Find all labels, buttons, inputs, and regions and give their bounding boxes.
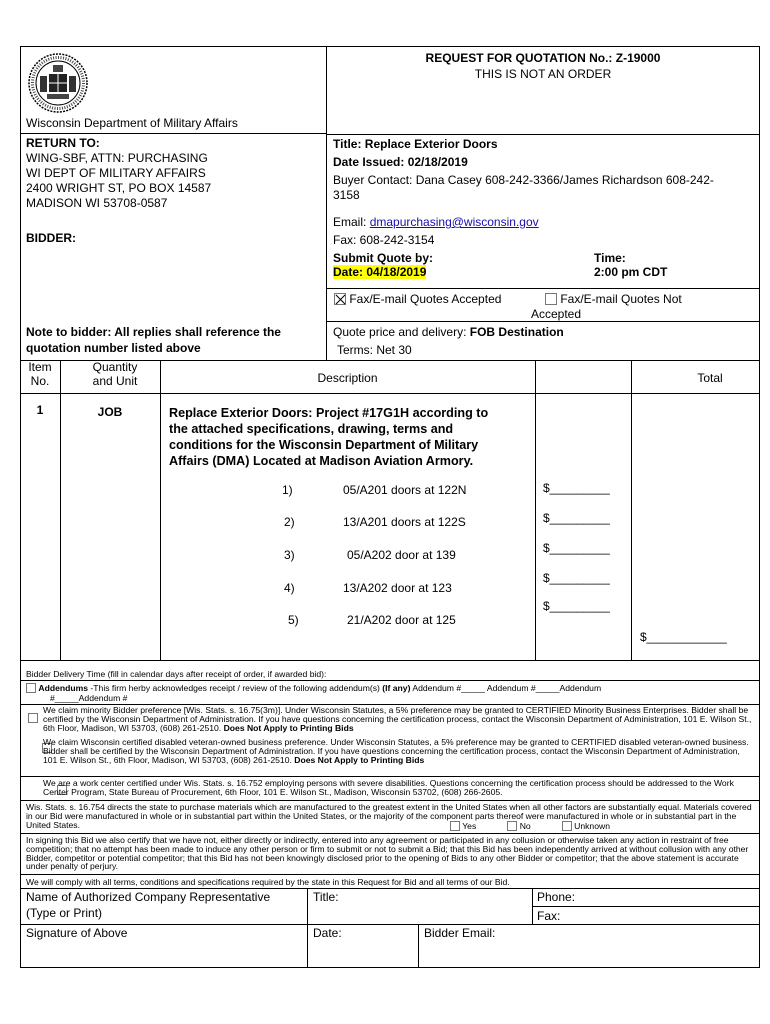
line-item-price[interactable]: $_________ [543,541,610,555]
rep-title-label[interactable]: Title: [313,890,339,904]
rep-name-label-cont: (Type or Print) [26,906,103,920]
sig-col-line [307,888,308,968]
note-line-1: Note to bidder: All replies shall reference the [26,325,281,339]
phone-label[interactable]: Phone: [537,890,576,904]
header-divider [326,46,327,361]
minority-preference [43,706,755,732]
item-header-1: Item [28,360,52,374]
fax-not-accepted-label-cont: Accepted [531,307,582,321]
left-border [20,46,21,968]
no-label: No [519,821,531,831]
addendums-label: Addendums [38,683,89,693]
quote-price-prefix: Quote price and delivery: [333,325,470,339]
checked-box-icon[interactable] [334,293,346,305]
rep-name-label: Name of Authorized Company Representative [26,890,271,904]
sig-col-line [418,924,419,968]
delivery-time-text: Bidder Delivery Time (fill in calendar days after receipt of order, if awarded bid): [26,669,327,679]
date-label[interactable]: Date: [313,926,342,940]
right-border [759,46,760,968]
col-line-qty [160,360,161,660]
item-header-2: No. [30,374,50,388]
veteran-bold: Does Not Apply to Printing Bids [294,754,425,765]
desc-line-4: Affairs (DMA) Located at Madison Aviation Armory. [169,454,474,468]
line-item-text: 05/A202 door at 139 [347,548,456,562]
not-an-order: THIS IS NOT AN ORDER [474,67,612,81]
email-row [333,216,539,230]
rule-line [20,833,760,834]
line-item-text: 21/A202 door at 125 [347,613,456,627]
table-bottom [20,660,760,661]
buyer-contact: Buyer Contact: Dana Casey 608-242-3366/James Richardson 608-242- [333,173,714,187]
fax-not-accepted-option [545,293,682,307]
sig-row-line [20,924,760,925]
qty-header-2: and Unit [92,374,138,388]
email-link[interactable]: dmapurchasing@wisconsin.gov [369,215,539,229]
desc-line-1: Replace Exterior Doors: Project #17G1H according to [169,406,489,420]
line-item-text: 05/A201 doors at 122N [343,483,467,497]
time-label: Time: [594,251,626,265]
line-item-price[interactable]: $_________ [543,571,610,585]
wis-stats-text: Wis. Stats. s. 16.754 directs the state to purchase materials which are manufactured to the greatest extent in the United States when all other factors are substantially equal. Materials covered in our Bid were manufactured in whole or in substantial part within the United States, or the majority of the component parts thereof were manufactured in whole or in substantial part in the United States. [26,802,752,830]
if-any-label: (If any) [382,683,411,693]
buyer-contact-cont: 3158 [333,188,360,202]
rfq-underline [326,134,760,135]
line-item-price[interactable]: $_________ [543,599,610,613]
veteran-text: We claim Wisconsin certified disabled veteran-owned business preference. Under Wisconsin Statutes, a 5% preference may be granted to CERTIFIED disabled veteran-owned business. Bidder shall be certified by the Wisconsin Department of Administration. If you have questions concerning the certification process, contact the Wisconsin Department of Administration, 101 E. Wilson St., 6th Floor, Madison, WI 53703, (608) 261-2510. [43,737,749,765]
total-header: Total [697,371,723,385]
return-line-2: WI DEPT OF MILITARY AFFAIRS [26,166,206,180]
line-item-num: 3) [284,548,295,562]
qty-header-1: Quantity [92,360,138,374]
line-item-num: 4) [284,581,295,595]
note-line-2: quotation number listed above [26,341,201,355]
checkbox-icon[interactable] [545,293,557,305]
veteran-preference [43,738,755,764]
desc-line-2: the attached specifications, drawing, terms and [169,422,454,436]
email-label: Email: [333,215,370,229]
item-number: 1 [36,403,44,417]
checkbox-icon[interactable] [26,683,36,693]
submit-date [333,266,426,280]
checkbox-icon[interactable] [28,713,38,723]
top-border [20,46,760,47]
return-to-label: RETURN TO: [26,136,100,150]
checkbox-icon[interactable] [507,821,517,831]
phone-underline [532,906,760,907]
signature-label[interactable]: Signature of Above [26,926,128,940]
submit-quote-label: Submit Quote by: [333,251,433,265]
minority-bold: Does Not Apply to Printing Bids [223,722,354,733]
fob-destination: FOB Destination [469,325,564,339]
line-item-text: 13/A201 doors at 122S [343,515,466,529]
line-item-price[interactable]: $_________ [543,481,610,495]
addendum-blanks: Addendum #_____ Addendum #_____Addendum [410,683,602,693]
return-line-3: 2400 WRIGHT ST, PO BOX 14587 [26,181,212,195]
yes-label: Yes [462,821,477,831]
fax-not-accepted-label: Fax/E-mail Quotes Not [560,292,682,306]
agency-name: Wisconsin Department of Military Affairs [26,116,238,130]
return-line-4: MADISON WI 53708-0587 [26,196,168,210]
comply-statement: We will comply with all terms, conditions and specifications required by the state in this Request for Bid and all terms of our Bid. [26,877,510,887]
unit-value: JOB [97,405,123,419]
fax-accepted-label: Fax/E-mail Quotes Accepted [349,292,502,306]
wisconsin-seal-icon [27,52,89,114]
time-value: 2:00 pm CDT [594,265,668,279]
col-line-price [631,360,632,660]
rule-line [20,874,760,875]
rule-line [20,680,760,681]
table-header-bottom [20,393,760,394]
submit-underline [326,288,760,289]
fax-label[interactable]: Fax: [537,909,561,923]
addendum-line-2: #_____Addendum # [50,693,128,703]
line-item-num: 5) [288,613,299,627]
agency-underline [20,133,327,134]
payment-terms: Terms: Net 30 [337,343,412,357]
bidder-email-label[interactable]: Bidder Email: [424,926,496,940]
rule-line [20,800,760,801]
col-line-desc [535,360,536,660]
return-line-1: WING-SBF, ATTN: PURCHASING [26,151,208,165]
desc-line-3: conditions for the Wisconsin Department of Military [169,438,479,452]
minority-text: We claim minority Bidder preference [Wis. Stats. s. 16.75(3m)]. Under Wisconsin Statutes, a 5% preference may be granted to CERTIFIED Minority Business Enterprises. Bidder shall be certified by the Wisconsin Department of Administration. If you have questions concerning the certification process, contact the Wisconsin Department of Administration, 101 E. Wilson St., 6th Floor, Madison, WI 53703, (608) 261-2510. [43,705,752,733]
bidder-label: BIDDER: [26,231,76,245]
signing-certification: In signing this Bid we also certify that we have not, either directly or indirectly, entered into any agreement or participated in any collusion or otherwise taken any action in restraint of free competition; that no attempt has been made to induce any other person or firm to submit or not to submit a Bid; that this Bid has been independently arrived at without collusion with any other Bidder, competitor or potential competitor; that this Bid has not been knowingly disclosed prior to the opening of Bids to any other Bidder or competitor; that the above statement is accurate under penalty of perjury. [26,835,749,872]
rule-line [20,888,760,889]
submit-date-highlight: Date: 04/18/2019 [333,265,427,279]
fax-number: Fax: 608-242-3154 [333,233,435,247]
made-in-usa-options [450,821,610,831]
col-line-item [60,360,61,660]
addendums-row [26,683,754,693]
line-item-num: 1) [282,483,293,497]
line-item-price[interactable]: $_________ [543,511,610,525]
checkbox-icon[interactable] [450,821,460,831]
bottom-border [20,967,760,968]
date-issued: Date Issued: 02/18/2019 [333,155,468,169]
total-blank[interactable]: $____________ [640,630,727,644]
rfq-title: REQUEST FOR QUOTATION No.: Z-19000 [425,51,661,65]
quote-price-delivery [333,326,564,340]
checkbox-icon[interactable] [562,821,572,831]
line-item-text: 13/A202 door at 123 [343,581,452,595]
rule-line [20,776,760,777]
work-center-text: We are a work center certified under Wis. Stats. s. 16.752 employing persons with severe disabilities. Questions concerning the certification process should be addressed to the Work Center Program, State Bureau of Procurement, 6th Floor, 101 E. Wilson St., Madison, Wisconsin 53702, (608) 266-2605. [43,778,734,797]
addendums-text: -This firm herby acknowledges receipt / review of the following addendum(s) [88,683,383,693]
rfq-subject-title: Title: Replace Exterior Doors [333,137,498,151]
description-header: Description [317,371,378,385]
line-item-num: 2) [284,515,295,529]
fax-accepted-option [334,293,501,307]
unknown-label: Unknown [574,821,610,831]
